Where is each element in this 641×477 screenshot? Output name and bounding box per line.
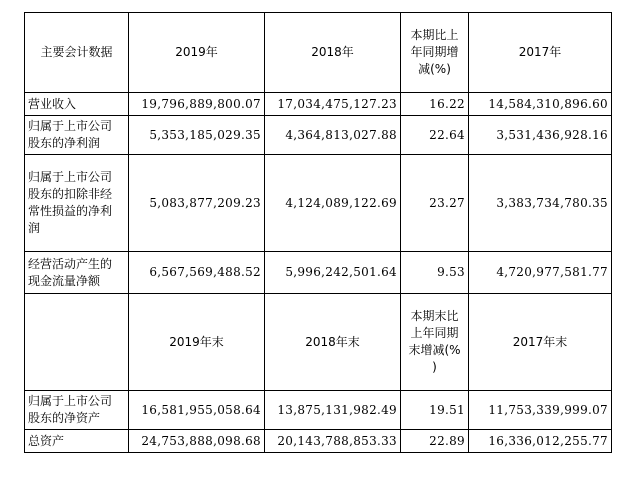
- cell-2019: 6,567,569,488.52: [129, 252, 265, 294]
- table-row: [25, 252, 612, 294]
- cell-2018: 17,034,475,127.23: [265, 93, 401, 116]
- subheader-change: 本期末比 上年同期 末增减(% ): [401, 294, 469, 391]
- cell-change: 16.22: [401, 93, 469, 116]
- header-2017: 2017年: [469, 13, 612, 93]
- row-label: 经营活动产生的 现金流量净额: [25, 252, 129, 294]
- cell-2017: 3,531,436,928.16: [469, 116, 612, 155]
- header-2019: 2019年: [129, 13, 265, 93]
- subheader-label: [25, 294, 129, 391]
- cell-change: 23.27: [401, 155, 469, 252]
- table-row: [25, 391, 612, 430]
- row-label: 归属于上市公司 股东的净资产: [25, 391, 129, 430]
- cell-2018: 20,143,788,853.33: [265, 430, 401, 453]
- cell-2017: 4,720,977,581.77: [469, 252, 612, 294]
- cell-2019: 19,796,889,800.07: [129, 93, 265, 116]
- table-header-row: [25, 13, 612, 93]
- cell-2017: 3,383,734,780.35: [469, 155, 612, 252]
- cell-2017: 11,753,339,999.07: [469, 391, 612, 430]
- financial-data-table: [24, 12, 612, 453]
- row-label: 归属于上市公司 股东的净利润: [25, 116, 129, 155]
- subheader-2019-end: 2019年末: [129, 294, 265, 391]
- cell-2019: 5,353,185,029.35: [129, 116, 265, 155]
- header-change: 本期比上 年同期增 减(%): [401, 13, 469, 93]
- cell-2018: 5,996,242,501.64: [265, 252, 401, 294]
- cell-change: 19.51: [401, 391, 469, 430]
- cell-2018: 4,364,813,027.88: [265, 116, 401, 155]
- cell-2019: 24,753,888,098.68: [129, 430, 265, 453]
- subheader-2018-end: 2018年末: [265, 294, 401, 391]
- cell-2018: 4,124,089,122.69: [265, 155, 401, 252]
- cell-2017: 16,336,012,255.77: [469, 430, 612, 453]
- table-row: [25, 155, 612, 252]
- table-row: [25, 93, 612, 116]
- cell-change: 22.64: [401, 116, 469, 155]
- cell-2017: 14,584,310,896.60: [469, 93, 612, 116]
- cell-2019: 5,083,877,209.23: [129, 155, 265, 252]
- cell-2019: 16,581,955,058.64: [129, 391, 265, 430]
- table-row: [25, 430, 612, 453]
- row-label: 总资产: [25, 430, 129, 453]
- table-row: [25, 116, 612, 155]
- row-label: 归属于上市公司 股东的扣除非经 常性损益的净利 润: [25, 155, 129, 252]
- subheader-2017-end: 2017年末: [469, 294, 612, 391]
- table-subheader-row: [25, 294, 612, 391]
- cell-change: 9.53: [401, 252, 469, 294]
- header-label: 主要会计数据: [25, 13, 129, 93]
- cell-2018: 13,875,131,982.49: [265, 391, 401, 430]
- header-2018: 2018年: [265, 13, 401, 93]
- row-label: 营业收入: [25, 93, 129, 116]
- cell-change: 22.89: [401, 430, 469, 453]
